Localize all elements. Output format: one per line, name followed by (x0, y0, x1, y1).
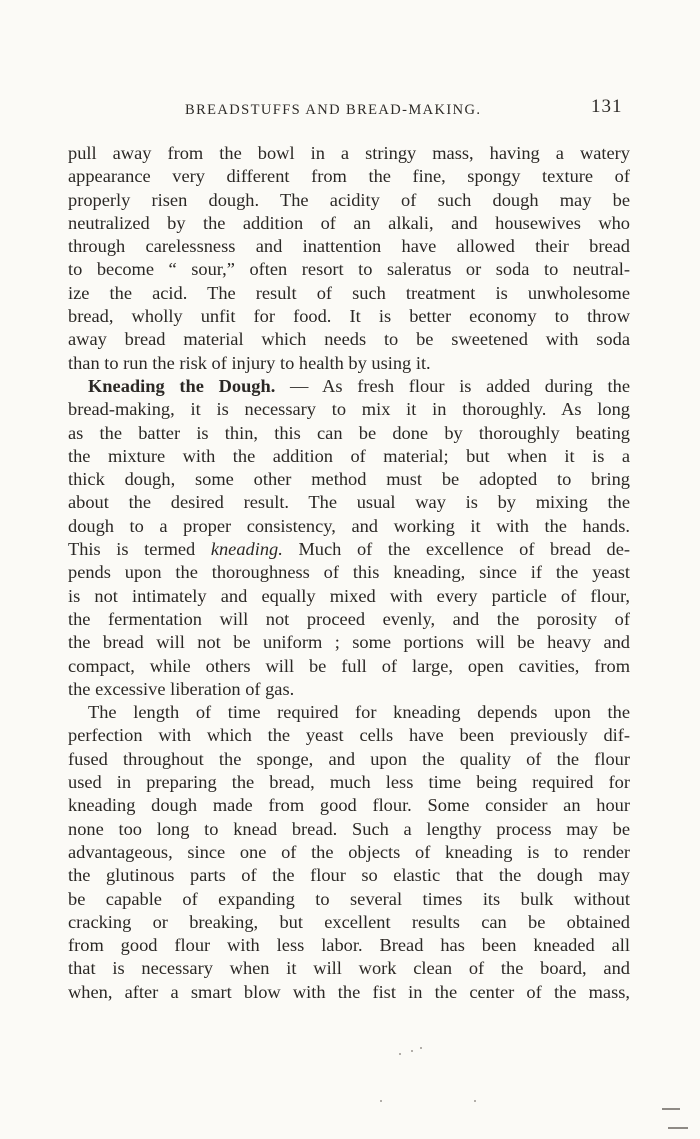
text-line: the bread will not be uniform ; some portions will be heavy and (68, 632, 630, 653)
text-line (68, 375, 630, 398)
scan-speck (399, 1053, 401, 1055)
italic-term: kneading. (210, 539, 283, 560)
text-line: The length of time required for kneading depends upon the (88, 702, 630, 723)
text-run: Much of the excellence of bread de- (282, 539, 630, 560)
text-line: than to run the risk of injury to health by using it. (68, 352, 431, 373)
text-line: away bread material which needs to be sweetened with soda (68, 329, 630, 350)
scan-speck (380, 1100, 382, 1102)
paragraph-kneading-the-dough (68, 375, 630, 701)
text-line: perfection with which the yeast cells have been previously dif- (68, 725, 630, 746)
text-line: fused throughout the sponge, and upon the quality of the flour (68, 748, 630, 769)
text-line: thick dough, some other method must be adopted to bring (68, 469, 630, 490)
text-line: neutralized by the addition of an alkali, and housewives who (68, 212, 630, 233)
scan-speck (474, 1100, 476, 1102)
text-line: dough to a proper consistency, and working it with the hands. (68, 515, 630, 536)
scan-mark (668, 1127, 688, 1129)
text-line (68, 538, 630, 561)
section-heading: Kneading the Dough. (88, 375, 276, 396)
text-line: properly risen dough. The acidity of such dough may be (68, 189, 630, 210)
text-line: compact, while others will be full of large, open cavities, from (68, 655, 630, 676)
text-line: the mixture with the addition of material; but when it is a (68, 445, 630, 466)
text-line: through carelessness and inattention have allowed their bread (68, 236, 630, 257)
paragraph-dough-acidity (68, 142, 630, 375)
text-line: pends upon the thoroughness of this kneading, since if the yeast (68, 562, 630, 583)
text-line: appearance very different from the fine, spongy texture of (68, 166, 630, 187)
text-line: none too long to knead bread. Such a lengthy process may be (68, 818, 630, 839)
body-text (68, 142, 630, 1004)
text-line: cracking or breaking, but excellent results can be obtained (68, 911, 630, 932)
text-line: from good flour with less labor. Bread has been kneaded all (68, 935, 630, 956)
text-line: pull away from the bowl in a stringy mass, having a watery (68, 143, 630, 163)
text-line: that is necessary when it will work clean of the board, and (68, 958, 630, 979)
text-line: kneading dough made from good flour. Some consider an hour (68, 795, 630, 816)
paragraph-kneading-time (68, 701, 630, 1004)
text-run: — As fresh flour is added during the (275, 375, 630, 396)
text-line: used in preparing the bread, much less time being required for (68, 772, 630, 793)
text-line: the excessive liberation of gas. (68, 678, 295, 699)
scan-speck (411, 1050, 413, 1052)
text-run: This is termed (68, 539, 211, 560)
text-line: to become “ sour,” often resort to saleratus or soda to neutral- (68, 259, 630, 280)
running-head: BREADSTUFFS AND BREAD-MAKING. (185, 102, 482, 118)
text-line: is not intimately and equally mixed with every particle of flour, (68, 585, 630, 606)
text-line: the fermentation will not proceed evenly, and the porosity of (68, 608, 630, 629)
text-line: bread, wholly unfit for food. It is better economy to throw (68, 306, 630, 327)
text-line: be capable of expanding to several times its bulk without (68, 888, 630, 909)
text-line: when, after a smart blow with the fist in the center of the mass, (68, 981, 630, 1002)
text-line: ize the acid. The result of such treatment is unwholesome (68, 282, 630, 303)
text-line: about the desired result. The usual way is by mixing the (68, 492, 630, 513)
text-line: the glutinous parts of the flour so elastic that the dough may (68, 865, 630, 886)
scan-speck (420, 1047, 422, 1049)
text-line: bread-making, it is necessary to mix it in thoroughly. As long (68, 399, 630, 420)
text-line: advantageous, since one of the objects of kneading is to render (68, 841, 630, 862)
page-number: 131 (591, 96, 623, 117)
scan-mark (662, 1108, 680, 1110)
text-line: as the batter is thin, this can be done by thoroughly beating (68, 422, 630, 443)
